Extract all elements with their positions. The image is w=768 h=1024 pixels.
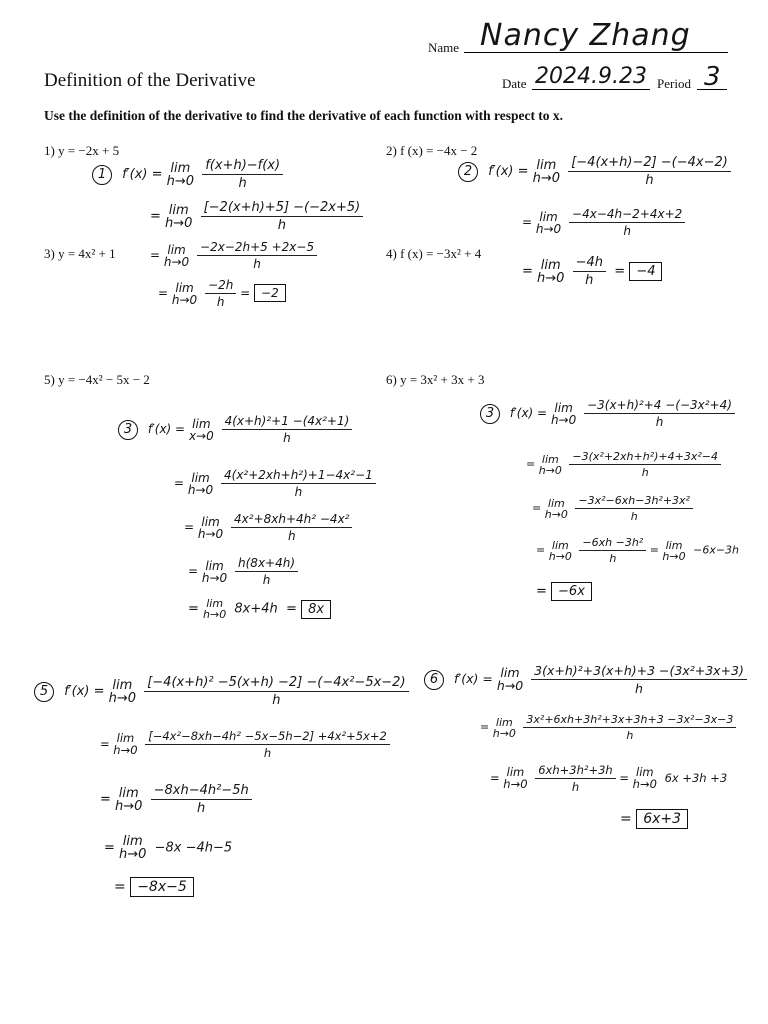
derivative-lhs: f′(x) = (147, 422, 186, 436)
step-denominator: h (635, 681, 643, 696)
step-numerator: [−4x²−8xh−4h² −5x−5h−2] +4x²+5x+2 (148, 729, 387, 743)
boxed-answer: −4 (629, 262, 662, 281)
name-value: Nancy Zhang (480, 18, 691, 53)
lim-label: lim (500, 665, 520, 680)
boxed-answer: 8x (301, 600, 331, 619)
lim-subscript: h→0 (108, 690, 137, 706)
step-numerator: −2x−2h+5 +2x−5 (200, 240, 315, 254)
date-label: Date (502, 76, 527, 91)
problem-number-circle: 2 (458, 162, 478, 182)
step-denominator: h (272, 693, 281, 708)
lim-subscript: x→0 (188, 428, 214, 443)
lim-label: lim (168, 202, 189, 218)
lim-subscript: h→0 (201, 570, 228, 585)
boxed-answer: −6x (551, 582, 592, 601)
lim-subscript: h→0 (550, 412, 577, 427)
boxed-answer: 6x+3 (636, 809, 688, 829)
problem-number-circle: 5 (34, 682, 54, 702)
lim-label: lim (665, 538, 683, 552)
step-numerator: f(x+h)−f(x) (205, 158, 281, 173)
boxed-answer: −2 (254, 284, 286, 302)
step-denominator: h (263, 746, 272, 760)
step-numerator: h(8x+4h) (238, 556, 296, 570)
instructions: Use the definition of the derivative to find the derivative of each function with respect to x. (44, 108, 564, 123)
lim-subscript: h→0 (496, 677, 524, 693)
step-numerator: −3x²−6xh−3h²+3x² (578, 494, 690, 507)
step-denominator: h (655, 415, 664, 429)
lim-label: lim (175, 280, 194, 295)
derivative-lhs: f′(x) = (453, 671, 493, 686)
step-expression: 8x+4h (234, 601, 278, 617)
lim-subscript: h→0 (548, 549, 572, 563)
lim-label: lim (112, 677, 133, 693)
step-denominator: h (253, 257, 261, 271)
step-expression: 6x +3h +3 (664, 771, 728, 785)
problem-5: 5) y = −4x² − 5x − 2 (44, 372, 150, 387)
problem-number-circle: 6 (424, 670, 444, 690)
lim-subscript: h→0 (532, 170, 561, 186)
lim-subscript: h→0 (203, 608, 227, 621)
step-denominator: h (294, 485, 303, 499)
lim-label: lim (495, 715, 513, 729)
lim-subscript: h→0 (113, 742, 138, 757)
step-denominator: h (571, 780, 580, 794)
lim-label: lim (506, 765, 525, 779)
lim-subscript: h→0 (503, 776, 528, 791)
step-numerator: [−4(x+h)² −5(x+h) −2] −(−4x²−5x−2) (147, 675, 406, 690)
problem-4: 4) f (x) = −3x² + 4 (386, 246, 482, 261)
step-denominator: h (585, 273, 594, 288)
step-numerator: −4x−4h−2+4x+2 (572, 207, 683, 221)
derivative-lhs: f′(x) = (509, 406, 548, 420)
lim-label: lim (206, 597, 224, 610)
derivative-lhs: f′(x) = (488, 164, 529, 179)
lim-label: lim (118, 785, 139, 801)
lim-label: lim (636, 765, 654, 779)
lim-subscript: h→0 (163, 254, 190, 269)
step-denominator: h (623, 224, 631, 238)
name-label: Name (428, 40, 460, 55)
date-underline (532, 89, 650, 90)
problem-number-circle: 1 (92, 165, 112, 185)
step-numerator: −8xh−4h²−5h (153, 783, 249, 798)
boxed-answer: −8x−5 (130, 877, 194, 897)
step-denominator: h (626, 729, 634, 742)
lim-subscript: h→0 (544, 507, 568, 521)
step-denominator: h (216, 295, 225, 309)
step-denominator: h (238, 176, 247, 191)
lim-subscript: h→0 (197, 526, 224, 541)
lim-subscript: h→0 (492, 726, 516, 740)
step-numerator: −3(x+h)²+4 −(−3x²+4) (587, 398, 732, 412)
lim-subscript: h→0 (537, 270, 565, 286)
problem-2: 2) f (x) = −4x − 2 (386, 143, 478, 158)
lim-label: lim (536, 157, 557, 173)
step-denominator: h (630, 510, 638, 523)
step-numerator: 3x²+6xh+3h²+3x+3h+3 −3x²−3x−3 (526, 713, 734, 726)
step-denominator: h (277, 218, 287, 233)
lim-label: lim (541, 452, 559, 466)
lim-subscript: h→0 (171, 292, 198, 307)
step-denominator: h (283, 431, 291, 445)
step-numerator: 6xh+3h²+3h (538, 763, 613, 777)
step-denominator: h (287, 529, 296, 543)
lim-subscript: h→0 (187, 482, 214, 497)
step-expression: −8x −4h−5 (154, 840, 233, 856)
lim-label: lim (191, 470, 210, 485)
lim-label: lim (540, 257, 561, 273)
period-value: 3 (704, 62, 721, 92)
step-numerator: −6xh −3h² (582, 536, 644, 549)
step-denominator: h (641, 466, 649, 479)
problem-3: 3) y = 4x² + 1 (44, 246, 116, 261)
lim-label: lim (167, 242, 186, 257)
lim-subscript: h→0 (538, 463, 562, 477)
derivative-lhs: f′(x) = (64, 684, 105, 699)
date-value: 2024.9.23 (535, 64, 647, 89)
period-label: Period (657, 76, 691, 91)
derivative-lhs: f′(x) = (122, 167, 163, 182)
lim-subscript: h→0 (632, 776, 657, 791)
step-denominator: h (609, 552, 617, 565)
step-denominator: h (645, 173, 654, 188)
lim-label: lim (192, 416, 211, 431)
page-title: Definition of the Derivative (44, 70, 256, 91)
lim-label: lim (554, 400, 573, 415)
problem-number-circle: 3 (118, 420, 138, 440)
problem-1: 1) y = −2x + 5 (44, 143, 120, 158)
step-denominator: h (197, 801, 206, 816)
step-numerator: 4x²+8xh+4h² −4x² (234, 512, 350, 526)
lim-subscript: h→0 (662, 549, 686, 563)
problem-number-circle: 3 (480, 404, 500, 424)
step-numerator: −4h (575, 255, 603, 270)
lim-label: lim (539, 209, 558, 224)
step-numerator: [−2(x+h)+5] −(−2x+5) (203, 200, 361, 215)
lim-subscript: h→0 (165, 215, 193, 231)
lim-label: lim (170, 160, 191, 176)
lim-subscript: h→0 (119, 847, 147, 862)
lim-label: lim (205, 558, 224, 573)
step-expression: −6x−3h (693, 543, 740, 557)
step-numerator: 4(x+h)²+1 −(4x²+1) (224, 414, 350, 428)
lim-label: lim (122, 834, 143, 849)
lim-label: lim (547, 496, 565, 510)
step-numerator: [−4(x+h)−2] −(−4x−2) (571, 155, 728, 170)
lim-label: lim (201, 514, 220, 529)
step-numerator: 4(x²+2xh+h²)+1−4x²−1 (224, 468, 373, 482)
lim-subscript: h→0 (115, 798, 143, 814)
lim-subscript: h→0 (166, 173, 195, 189)
step-numerator: −2h (208, 278, 234, 292)
problem-6: 6) y = 3x² + 3x + 3 (386, 372, 485, 387)
step-denominator: h (262, 573, 271, 587)
lim-label: lim (551, 538, 569, 552)
lim-label: lim (116, 731, 135, 745)
lim-subscript: h→0 (535, 221, 562, 236)
step-numerator: 3(x+h)²+3(x+h)+3 −(3x²+3x+3) (534, 663, 744, 678)
step-numerator: −3(x²+2xh+h²)+4+3x²−4 (572, 450, 718, 463)
